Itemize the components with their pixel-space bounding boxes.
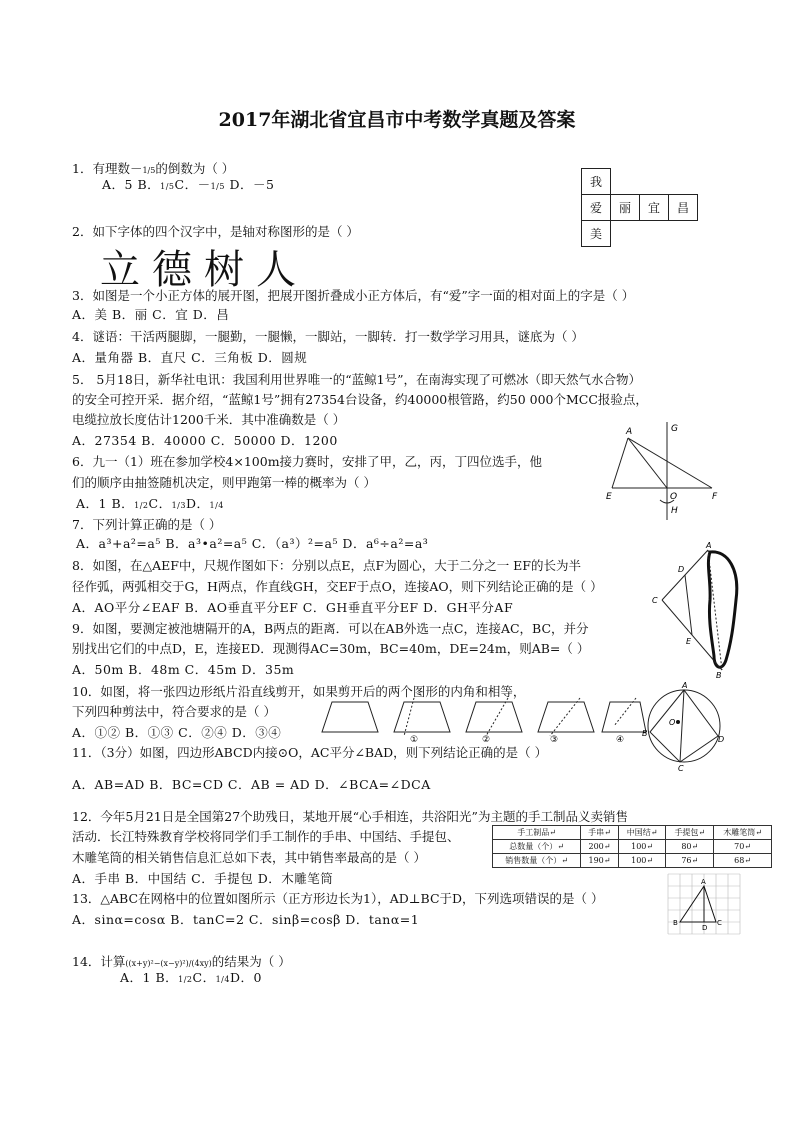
question-8-line-2: 径作弧，两弧相交于G，H两点，作直线GH，交EF于点O，连接AO，则下列结论正确的是（ ）: [72, 579, 603, 594]
cut-label: ②: [482, 735, 491, 742]
svg-text:G: G: [671, 424, 678, 434]
table-cell: 销售数量（个）↵: [493, 854, 581, 868]
question-12-options: A．手串 B．中国结 C．手提包 D．木雕笔筒: [72, 871, 334, 886]
table-header: 中国结↵: [618, 826, 666, 840]
question-9-options: A．50m B．48m C．45m D．35m: [72, 662, 295, 677]
question-8-line-1: 8．如图，在△AEF中，尺规作图如下：分别以点E，点F为圆心，大于二分之一 EF的长为半: [72, 558, 581, 573]
svg-text:O: O: [669, 718, 676, 727]
net-cell: 丽: [611, 195, 640, 221]
table-row: [493, 840, 772, 854]
net-cell: 宜: [640, 195, 669, 221]
question-8-options: A．AO平分∠EAF B．AO垂直平分EF C．GH垂直平分EF D．GH平分AF: [72, 600, 514, 615]
question-9-line-2: 别找出它们的中点D，E，连接ED．现测得AC=30m，BC=40m，DE=24m，则AB=（ ）: [72, 641, 590, 656]
svg-text:B: B: [642, 729, 648, 738]
svg-text:A: A: [706, 541, 712, 550]
table-header: 手工制品↵: [493, 826, 581, 840]
inscribed-quadrilateral-figure: [642, 680, 726, 772]
triangle-aef-figure: [604, 420, 724, 520]
question-11-options: A．AB=AD B．BC=CD C．AB = AD D．∠BCA=∠DCA: [72, 777, 431, 792]
pond-figure: [648, 540, 748, 680]
net-cell: 爱: [582, 195, 611, 221]
table-cell: 100↵: [618, 854, 666, 868]
question-4-options: A．量角器 B．直尺 C．三角板 D．圆规: [72, 350, 308, 365]
svg-text:F: F: [712, 492, 718, 502]
quadrilateral-cuts-figure: [318, 696, 648, 742]
question-1-options: A．5 B．1/5C．－1/5 D．－5: [102, 177, 275, 192]
question-11: 11．（3分）如图，四边形ABCD内接⊙O，AC平分∠BAD，则下列结论正确的是（ ）: [72, 745, 548, 760]
svg-text:H: H: [671, 506, 678, 516]
question-2: 2．如下字体的四个汉字中，是轴对称图形的是（ ）: [72, 224, 359, 239]
sales-table: [492, 825, 772, 868]
question-1: 1．有理数－1/5的倒数为（ ）: [72, 161, 235, 176]
page-title: 2017年湖北省宜昌市中考数学真题及答案: [218, 109, 576, 131]
svg-text:A: A: [626, 427, 633, 437]
svg-text:C: C: [652, 596, 658, 605]
svg-text:E: E: [686, 637, 692, 646]
calligraphy-characters-image: 立德树人: [100, 247, 308, 293]
question-6-line-2: 们的顺序由抽签随机决定，则甲跑第一棒的概率为（ ）: [72, 475, 376, 490]
question-3-options: A．美 B．丽 C．宜 D．昌: [72, 307, 230, 322]
question-13-options: A．sinα=cosα B．tanC=2 C．sinβ=cosβ D．tanα=1: [72, 912, 420, 927]
svg-text:O: O: [670, 492, 678, 502]
grid-triangle-figure: [666, 872, 744, 944]
question-13: 13．△ABC在网格中的位置如图所示（正方形边长为1），AD⊥BC于D，下列选项错误的是（ ）: [72, 891, 604, 906]
table-header-row: [493, 826, 772, 840]
svg-text:D: D: [678, 565, 685, 574]
question-6-options: A．1 B．1/2C．1/3D．1/4: [76, 496, 224, 511]
svg-text:D: D: [702, 924, 708, 932]
svg-text:C: C: [717, 919, 722, 927]
table-header: 手提包↵: [666, 826, 714, 840]
svg-text:D: D: [718, 735, 725, 744]
cut-label: ③: [550, 735, 559, 742]
question-5-options: A．27354 B．40000 C．50000 D．1200: [72, 433, 338, 448]
question-7: 7．下列计算正确的是（ ）: [72, 517, 222, 532]
table-cell: 100↵: [618, 840, 666, 854]
question-12-line-2: 活动．长江特殊教育学校将同学们手工制作的手串、中国结、手提包、: [72, 829, 460, 844]
fraction: ((x+y)²−(x−y)²)/(4xy): [125, 959, 212, 968]
question-12-line-3: 木雕笔筒的相关销售信息汇总如下表，其中销售率最高的是（ ）: [72, 850, 426, 865]
question-12-line-1: 12．今年5月21日是全国第27个助残日，某地开展“心手相连，共浴阳光”为主题的手工制品义卖销售: [72, 809, 628, 824]
svg-text:A: A: [701, 878, 706, 886]
question-10-line-2: 下列四种剪法中，符合要求的是（ ）: [72, 704, 276, 719]
svg-text:B: B: [673, 919, 678, 927]
cut-label: ④: [616, 735, 625, 742]
table-header: 木雕笔筒↵: [714, 826, 772, 840]
table-cell: 76↵: [666, 854, 714, 868]
question-10-line-1: 10．如图，将一张四边形纸片沿直线剪开，如果剪开后的两个图形的内角和相等，: [72, 684, 526, 699]
table-header: 手串↵: [581, 826, 619, 840]
table-cell: 总数量（个）↵: [493, 840, 581, 854]
net-cell: 我: [582, 169, 611, 195]
question-5-line-3: 电缆拉放长度估计1200千米．其中准确数是（ ）: [72, 412, 346, 427]
question-14-options: A．1 B．1/2C．1/4D．0: [120, 970, 262, 985]
table-cell: 70↵: [714, 840, 772, 854]
question-5-line-2: 的安全可控开采．据介绍，“蓝鲸1号”拥有27354台设备，约40000根管路，约50 000个MCC报验点，: [72, 392, 648, 407]
table-cell: 68↵: [714, 854, 772, 868]
question-14: 14．计算((x+y)²−(x−y)²)/(4xy)的结果为（ ）: [72, 954, 291, 969]
table-row: [493, 854, 772, 868]
question-5-line-1: 5． 5月18日，新华社电讯：我国利用世界唯一的“蓝鲸1号”，在南海实现了可燃冰（即天然气水合物）: [72, 372, 642, 387]
table-cell: 190↵: [581, 854, 619, 868]
svg-text:B: B: [716, 671, 722, 680]
question-10-options: A．①② B．①③ C．②④ D．③④: [72, 725, 282, 740]
question-4: 4．谜语：干活两腿脚，一腿勤，一腿懒，一脚站，一脚转．打一数学学习用具，谜底为（ ）: [72, 329, 584, 344]
question-9-line-1: 9．如图，要测定被池塘隔开的A，B两点的距离．可以在AB外选一点C，连接AC，BC，并分: [72, 621, 589, 636]
question-7-options: A．a³+a²=a⁵ B．a³•a²=a⁵ C．（a³）²=a⁵ D．a⁶÷a²=a³: [76, 536, 429, 551]
fraction: 1/5: [142, 166, 156, 175]
net-cell: 昌: [669, 195, 698, 221]
question-6-line-1: 6．九一（1）班在参加学校4×100m接力赛时，安排了甲，乙，丙，丁四位选手，他: [72, 454, 543, 469]
cube-net-figure: [581, 168, 698, 247]
net-cell: 美: [582, 221, 611, 247]
table-cell: 200↵: [581, 840, 619, 854]
question-3: 3．如图是一个小正方体的展开图，把展开图折叠成小正方体后，有“爱”字一面的相对面上的字是（ ）: [72, 288, 635, 303]
svg-text:A: A: [682, 681, 688, 690]
cut-label: ①: [410, 735, 419, 742]
svg-text:E: E: [606, 492, 612, 502]
table-cell: 80↵: [666, 840, 714, 854]
svg-text:C: C: [678, 764, 684, 772]
